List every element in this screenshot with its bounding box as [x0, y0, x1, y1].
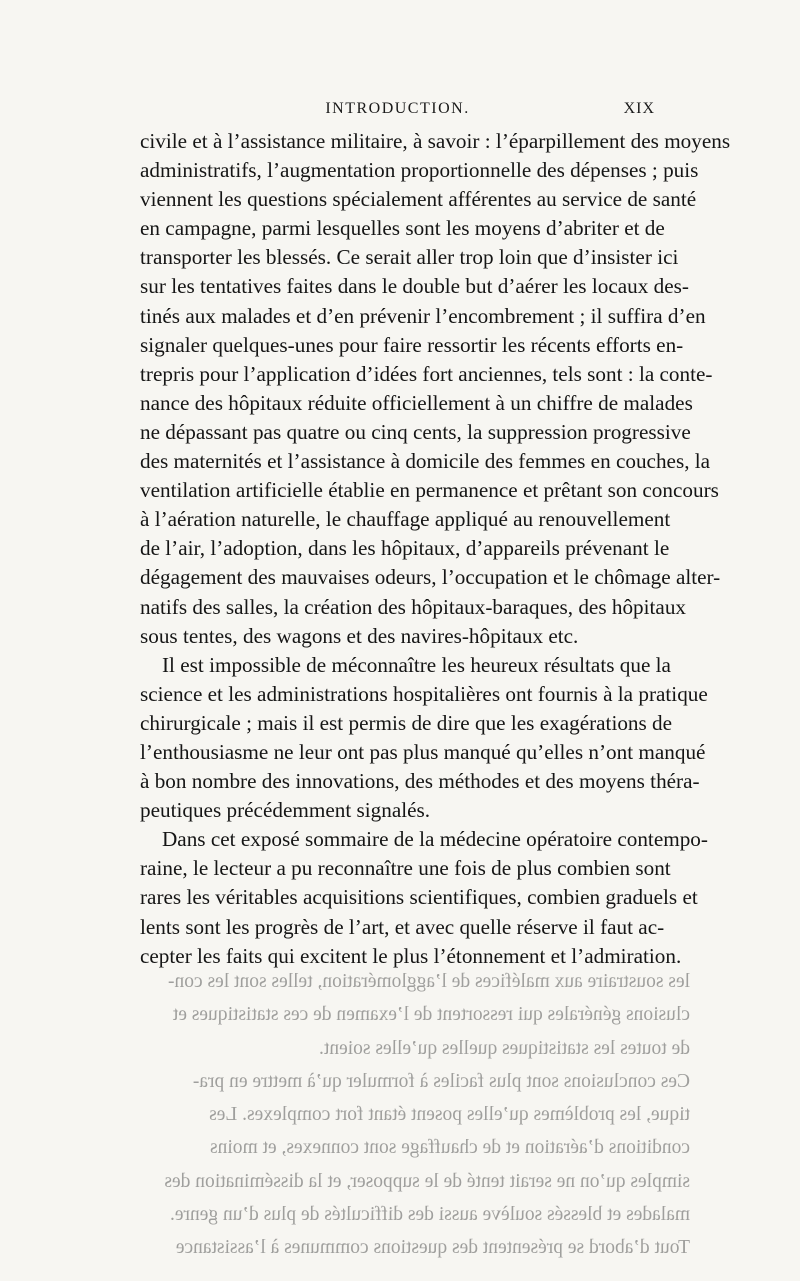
show-through-line: conditions d’aération et de chauffage sont connexes, et moins	[210, 1137, 690, 1159]
show-through-line: de toutes les statistiques quelles qu’elles soient.	[319, 1037, 690, 1059]
text-line: signaler quelques-unes pour faire ressortir les récents efforts en-	[140, 332, 684, 357]
text-line: ne dépassant pas quatre ou cinq cents, la suppression progressive	[140, 419, 691, 444]
show-through-line: Ces conclusions sont plus faciles à formuler qu’à mettre en pra-	[192, 1070, 690, 1092]
show-through-line: les soustraire aux maléfices de l’agglomération, telles sont les con-	[168, 971, 690, 992]
page-number: XIX	[623, 100, 655, 117]
text-line: peutiques précédemment signalés.	[140, 798, 431, 823]
text-line: Dans cet exposé sommaire de la médecine opératoire contempo-	[162, 827, 708, 852]
paragraph	[140, 825, 708, 970]
text-line: des maternités et l’assistance à domicile des femmes en couches, la	[140, 449, 711, 474]
text-line: raine, le lecteur a pu reconnaître une fois de plus combien sont	[140, 856, 671, 881]
text-line: nance des hôpitaux réduite officiellement à un chiffre de malades	[140, 390, 693, 415]
text-line: à bon nombre des innovations, des méthodes et des moyens théra-	[140, 769, 700, 794]
text-line: en campagne, parmi lesquelles sont les moyens d’abriter et de	[140, 216, 665, 241]
text-line: lents sont les progrès de l’art, et avec quelle réserve il faut ac-	[140, 914, 665, 939]
running-head	[140, 97, 655, 123]
text-line: ventilation artificielle établie en permanence et prêtant son concours	[140, 478, 719, 503]
show-through-line: clusions générales qui ressortent de l’examen de ces statistiques et	[172, 1004, 690, 1026]
show-through-line: malades et blessés soulève aussi des difficultés de plus d’un genre.	[169, 1204, 690, 1226]
text-line: Il est impossible de méconnaître les heureux résultats que la	[162, 652, 671, 677]
text-line: rares les véritables acquisitions scientifiques, combien graduels et	[140, 885, 698, 910]
text-line: de l’air, l’adoption, dans les hôpitaux, d’appareils prévenant le	[140, 536, 670, 561]
show-through-line: tique, les problèmes qu’elles posent étant fort complexes. Les	[209, 1104, 690, 1126]
show-through-line: simples qu’on ne serait tenté de le supposer, et la dissémination des	[164, 1170, 690, 1192]
paragraph	[140, 127, 731, 651]
text-line: trepris pour l’application d’idées fort anciennes, tels sont : la conte-	[140, 361, 713, 386]
text-line: viennent les questions spécialement afférentes au service de santé	[140, 187, 697, 212]
body-text	[140, 127, 731, 971]
text-line: cepter les faits qui excitent le plus l’étonnement et l’admiration.	[140, 943, 682, 968]
text-line: transporter les blessés. Ce serait aller trop loin que d’insister ici	[140, 245, 679, 270]
text-line: sous tentes, des wagons et des navires-hôpitaux etc.	[140, 623, 579, 648]
text-line: tinés aux malades et d’en prévenir l’encombrement ; il suffira d’en	[140, 303, 706, 328]
text-line: l’enthousiasme ne leur ont pas plus manqué qu’elles n’ont manqué	[140, 739, 706, 764]
text-line: natifs des salles, la création des hôpitaux-baraques, des hôpitaux	[140, 594, 687, 619]
text-line: sur les tentatives faites dans le double but d’aérer les locaux des-	[140, 274, 689, 299]
text-line: administratifs, l’augmentation proportionnelle des dépenses ; puis	[140, 158, 699, 183]
paragraph	[140, 651, 708, 826]
show-through-line: Tout d’abord se présentent des questions communes à l’assistance	[175, 1237, 690, 1259]
text-line: dégagement des mauvaises odeurs, l’occupation et le chômage alter-	[140, 565, 721, 590]
text-line: science et les administrations hospitalières ont fournis à la pratique	[140, 681, 708, 706]
running-title: INTRODUCTION.	[325, 100, 470, 117]
text-line: à l’aération naturelle, le chauffage appliqué au renouvellement	[140, 507, 671, 532]
text-line: chirurgicale ; mais il est permis de dire que les exagérations de	[140, 710, 673, 735]
text-line: civile et à l’assistance militaire, à savoir : l’éparpillement des moyens	[140, 129, 731, 153]
show-through-text	[150, 965, 690, 1265]
